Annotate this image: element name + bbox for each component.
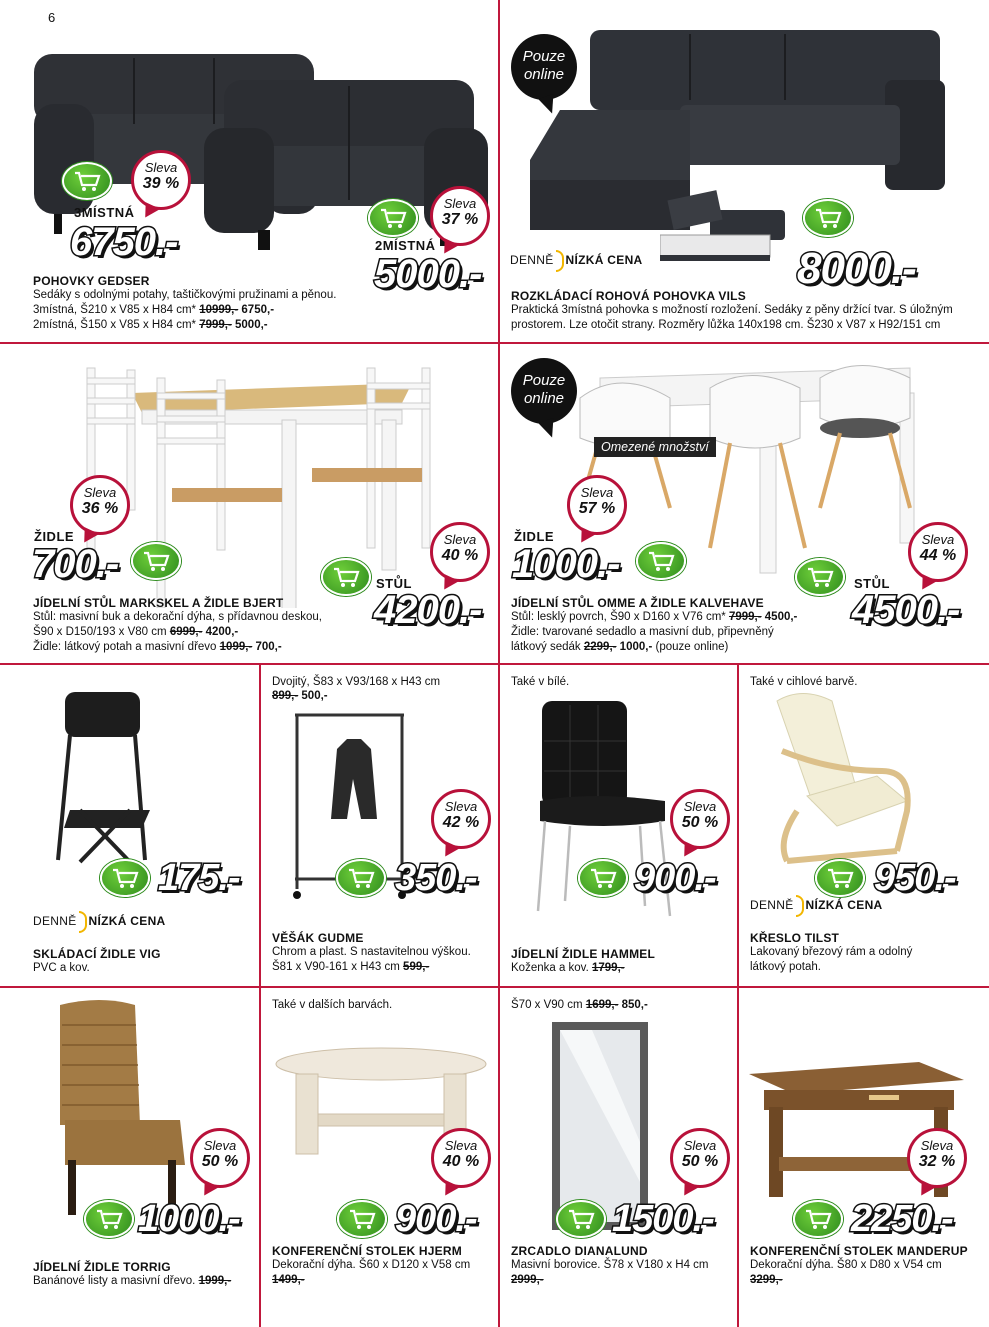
- old-price: 2999,-: [511, 1274, 544, 1286]
- limited-stock-label: Omezené množství: [594, 437, 716, 457]
- daily-low-price-logo: DENNĚ NÍZKÁ CENA: [750, 895, 883, 917]
- cart-icon[interactable]: [793, 1200, 843, 1238]
- product-name: JÍDELNÍ STŮL MARKSKEL A ŽIDLE BJERT: [33, 596, 284, 610]
- product-name: SKLÁDACÍ ŽIDLE VIG: [33, 947, 161, 961]
- price-3seat: 6750.-: [70, 220, 178, 264]
- discount-badge: Sleva 50 %: [670, 1128, 730, 1188]
- discount-badge: Sleva 50 %: [670, 789, 730, 849]
- discount-badge-chair: Sleva 36 %: [70, 475, 130, 535]
- discount-badge-3seat: Sleva 39 %: [131, 150, 191, 210]
- discount-badge: Sleva 40 %: [431, 1128, 491, 1188]
- label-chair: ŽIDLE: [34, 529, 75, 544]
- price-hammel: 900.-: [634, 857, 716, 899]
- cart-icon[interactable]: [131, 542, 181, 580]
- price-tilst: 950.-: [874, 857, 956, 899]
- price-chair: 700.-: [32, 542, 119, 586]
- product-desc: PVC a kov.: [33, 962, 90, 974]
- online-only-badge: Pouze online: [511, 34, 577, 100]
- discount-badge: Sleva 42 %: [431, 789, 491, 849]
- price-dianalund: 1500.-: [612, 1198, 714, 1240]
- product-desc: Masivní borovice. Š78 x V180 x H4 cm: [511, 1259, 709, 1271]
- product-tilst[interactable]: [739, 665, 989, 986]
- price-hjerm: 900.-: [395, 1198, 477, 1240]
- variant-note: Také v dalších barvách.: [272, 999, 393, 1011]
- folding-chair-image: [50, 690, 160, 865]
- cart-icon[interactable]: [337, 1200, 387, 1238]
- variant-note: Také v cihlové barvě.: [750, 676, 858, 688]
- product-name: JÍDELNÍ STŮL OMME A ŽIDLE KALVEHAVE: [511, 596, 764, 610]
- label-table: STŮL: [854, 576, 890, 591]
- price-torrig: 1000.-: [138, 1198, 240, 1240]
- product-dianalund[interactable]: [500, 988, 737, 1327]
- product-spec: Koženka a kov. 1799,-: [511, 962, 625, 974]
- product-desc: Stůl: masivní buk a dekorační dýha, s přídavnou deskou,: [33, 611, 322, 623]
- product-spec-table: Š90 x D150/193 x V80 cm 6999,- 4200,-: [33, 626, 239, 638]
- product-desc: Dekorační dýha. Š80 x D80 x V54 cm: [750, 1259, 942, 1271]
- price-table: 4500.-: [852, 588, 960, 632]
- product-name: VĚŠÁK GUDME: [272, 931, 364, 945]
- product-name: KŘESLO TILST: [750, 931, 840, 945]
- price-2seat: 5000.-: [374, 252, 482, 296]
- product-omme[interactable]: [500, 344, 989, 663]
- product-desc: látkový potah.: [750, 961, 821, 973]
- discount-badge: Sleva 50 %: [190, 1128, 250, 1188]
- cart-icon[interactable]: [578, 859, 628, 897]
- old-price: 3299,-: [750, 1274, 783, 1286]
- sofa-bed-inset-image: [660, 185, 790, 270]
- product-spec: Š81 x V90-161 x H43 cm 599,-: [272, 961, 430, 973]
- old-price: 1499,-: [272, 1274, 305, 1286]
- product-hjerm[interactable]: [261, 988, 498, 1327]
- product-desc: Lakovaný březový rám a odolný: [750, 946, 913, 958]
- wicker-chair-image: [50, 1000, 190, 1220]
- label-table: STŮL: [376, 576, 412, 591]
- discount-badge-table: Sleva 44 %: [908, 522, 968, 582]
- price-table: 4200.-: [374, 588, 482, 632]
- product-spec-3seat: 3místná, Š210 x V85 x H84 cm* 10999,- 6750,-: [33, 304, 275, 316]
- product-name: JÍDELNÍ ŽIDLE HAMMEL: [511, 947, 655, 961]
- product-hammel[interactable]: [500, 665, 737, 986]
- cart-icon[interactable]: [815, 859, 865, 897]
- price-manderup: 2250.-: [851, 1198, 953, 1240]
- product-vils[interactable]: [500, 0, 989, 342]
- product-desc: Chrom a plast. S nastavitelnou výškou.: [272, 946, 471, 958]
- online-only-badge: Pouze online: [511, 358, 577, 424]
- label-chair: ŽIDLE: [514, 529, 555, 544]
- cart-icon[interactable]: [336, 859, 386, 897]
- label-2seat: 2MÍSTNÁ: [375, 238, 436, 253]
- armchair-image: [767, 691, 917, 871]
- variant-note: Také v bílé.: [511, 676, 570, 688]
- daily-low-price-logo: DENNĚ NÍZKÁ CENA: [33, 911, 166, 933]
- product-gedser[interactable]: [0, 0, 498, 342]
- cart-icon[interactable]: [368, 199, 418, 237]
- discount-badge-chair: Sleva 57 %: [567, 475, 627, 535]
- variant-note: Dvojitý, Š83 x V93/168 x H43 cm 899,- 500,-: [272, 676, 441, 702]
- product-desc: Sedáky s odolnými potahy, taštičkovými pružinami a pěnou.: [33, 289, 337, 301]
- product-spec-table: Stůl: lesklý povrch, Š90 x D160 x V76 cm* 7999,- 4500,-: [511, 611, 798, 623]
- product-gudme[interactable]: [261, 665, 498, 986]
- product-name: KONFERENČNÍ STOLEK HJERM: [272, 1244, 462, 1258]
- product-markskel[interactable]: [0, 344, 498, 663]
- discount-badge-table: Sleva 40 %: [430, 522, 490, 582]
- product-spec-2seat: 2místná, Š150 x V85 x H84 cm* 7999,- 5000,-: [33, 319, 268, 331]
- label-3seat: 3MÍSTNÁ: [74, 205, 135, 220]
- cart-icon[interactable]: [100, 859, 150, 897]
- product-spec-chair: látkový sedák 2299,- 1000,- (pouze online): [511, 641, 729, 653]
- product-spec-chair: Židle: látkový potah a masivní dřevo 1099,- 700,-: [33, 641, 282, 653]
- cart-icon[interactable]: [62, 162, 112, 200]
- product-desc: Dekorační dýha. Š60 x D120 x V58 cm: [272, 1259, 471, 1271]
- product-name: KONFERENČNÍ STOLEK MANDERUP: [750, 1244, 968, 1258]
- product-vig[interactable]: [0, 665, 259, 986]
- cart-icon[interactable]: [795, 558, 845, 596]
- product-name: ZRCADLO DIANALUND: [511, 1244, 648, 1258]
- discount-badge: Sleva 32 %: [907, 1128, 967, 1188]
- product-torrig[interactable]: [0, 988, 259, 1327]
- cart-icon[interactable]: [84, 1200, 134, 1238]
- product-desc: Židle: tvarované sedadlo a masivní dub, připevněný: [511, 626, 774, 638]
- product-name: POHOVKY GEDSER: [33, 274, 150, 288]
- product-name: JÍDELNÍ ŽIDLE TORRIG: [33, 1260, 171, 1274]
- discount-badge-2seat: Sleva 37 %: [430, 186, 490, 246]
- product-desc: Praktická 3místná pohovka s možností rozložení. Sedáky z pěny držící tvar. S úložným prostorem. Lze otočit strany. Rozměry lůžka 140x198 cm. Š230 x V87 x H92/151 cm: [511, 304, 953, 331]
- variant-note: Š70 x V90 cm 1699,- 850,-: [511, 999, 648, 1011]
- price-vig: 175.-: [158, 857, 240, 899]
- cart-icon[interactable]: [321, 558, 371, 596]
- product-name: ROZKLÁDACÍ ROHOVÁ POHOVKA VILS: [511, 289, 746, 303]
- daily-low-price-logo: DENNĚ NÍZKÁ CENA: [510, 250, 643, 272]
- product-manderup[interactable]: [739, 988, 989, 1327]
- cart-icon[interactable]: [803, 199, 853, 237]
- cart-icon[interactable]: [636, 542, 686, 580]
- page-number: 6: [48, 10, 56, 25]
- price-chair: 1000.-: [512, 542, 620, 586]
- product-spec: Banánové listy a masivní dřevo. 1999,-: [33, 1275, 232, 1287]
- price-vils: 8000.-: [797, 244, 916, 293]
- cart-icon[interactable]: [556, 1200, 606, 1238]
- price-gudme: 350.-: [395, 857, 477, 899]
